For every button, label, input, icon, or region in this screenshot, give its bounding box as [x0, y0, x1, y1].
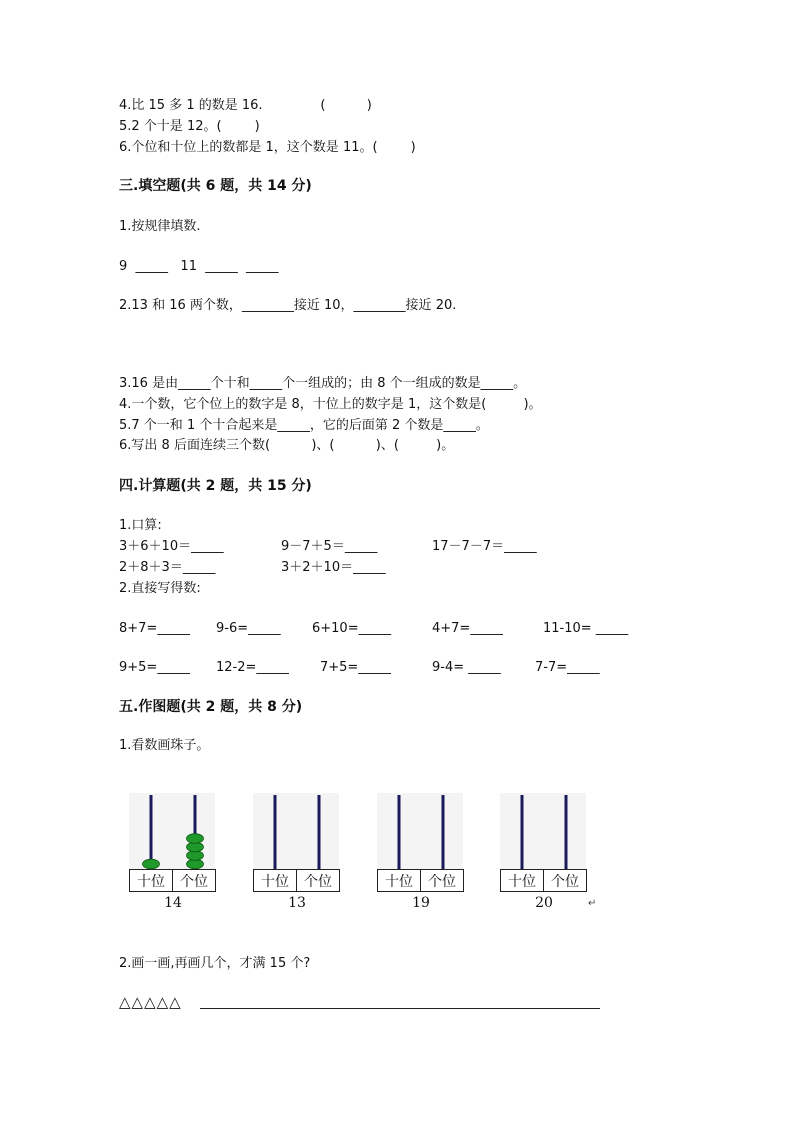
fill-question-6: 6.写出 8 后面连续三个数( )、( )、( )。: [119, 438, 455, 453]
drawing-question-2: 2.画一画,再画几个，才满 15 个?: [119, 956, 311, 971]
direct-calc-item: 11-10= _____: [543, 621, 629, 636]
direct-calc-item: 12-2=_____: [216, 660, 289, 675]
ones-label: 个位: [551, 874, 579, 890]
abacus-backdrop: [500, 793, 586, 869]
abacus-number-label: 14: [164, 895, 182, 911]
section-5-heading: 五.作图题(共 2 题，共 8 分): [119, 699, 303, 715]
calc-question-1: 1.口算:: [119, 518, 162, 533]
ones-bead: [187, 834, 204, 844]
direct-calc-item: 9-6=_____: [216, 621, 281, 636]
fill-question-5: 5.7 个一和 1 个十合起来是_____，它的后面第 2 个数是_____。: [119, 418, 489, 433]
fill-question-4: 4.一个数，它个位上的数字是 8，十位上的数字是 1，这个数是( )。: [119, 397, 542, 412]
fill-question-2: 2.13 和 16 两个数，________接近 10，________接近 20.: [119, 298, 457, 313]
oral-calc-item: 17－7－7＝_____: [432, 539, 537, 554]
tens-label: 十位: [261, 874, 289, 890]
tens-label: 十位: [508, 874, 536, 890]
direct-calc-item: 9-4= _____: [432, 660, 501, 675]
tens-label: 十位: [385, 874, 413, 890]
abacus-drawing: [253, 793, 341, 893]
ones-label: 个位: [428, 874, 456, 890]
abacus-backdrop: [253, 793, 339, 869]
oral-calc-item: 3＋6＋10＝_____: [119, 539, 224, 554]
direct-calc-item: 9+5=_____: [119, 660, 190, 675]
section-4-heading: 四.计算题(共 2 题，共 15 分): [119, 478, 312, 494]
abacus-number-label: 13: [288, 895, 306, 911]
return-mark-icon: ↵: [588, 898, 597, 909]
calc-question-2: 2.直接写得数:: [119, 581, 201, 596]
abacus-drawing: [129, 793, 217, 893]
answer-underline: [200, 1008, 600, 1009]
abacus-backdrop: [377, 793, 463, 869]
abacus-drawing: [500, 793, 588, 893]
oral-calc-item: 9－7＋5＝_____: [281, 539, 378, 554]
abacus-number-label: 20: [535, 895, 553, 911]
ones-label: 个位: [304, 874, 332, 890]
fill-question-1: 1.按规律填数.: [119, 219, 201, 234]
judgment-item-6: 6.个位和十位上的数都是 1，这个数是 11。( ): [119, 140, 416, 155]
fill-question-3: 3.16 是由_____个十和_____个一组成的；由 8 个一组成的数是_____。: [119, 376, 527, 391]
abacus-number-label: 19: [412, 895, 430, 911]
tens-bead: [143, 859, 160, 869]
direct-calc-item: 8+7=_____: [119, 621, 190, 636]
direct-calc-item: 7+5=_____: [320, 660, 391, 675]
direct-calc-item: 4+7=_____: [432, 621, 503, 636]
direct-calc-item: 6+10=_____: [312, 621, 392, 636]
judgment-item-4: 4.比 15 多 1 的数是 16. ( ): [119, 98, 372, 113]
judgment-item-5: 5.2 个十是 12。( ): [119, 119, 260, 134]
drawing-question-1: 1.看数画珠子。: [119, 738, 210, 753]
section-3-heading: 三.填空题(共 6 题，共 14 分): [119, 178, 312, 194]
abacus-drawing: [377, 793, 465, 893]
triangles: △△△△△: [119, 993, 182, 1011]
oral-calc-item: 2＋8＋3＝_____: [119, 560, 216, 575]
tens-label: 十位: [137, 874, 165, 890]
oral-calc-item: 3＋2＋10＝_____: [281, 560, 386, 575]
fill-question-1-sequence: 9 _____ 11 _____ _____: [119, 259, 279, 274]
direct-calc-item: 7-7=_____: [535, 660, 600, 675]
ones-label: 个位: [180, 874, 208, 890]
